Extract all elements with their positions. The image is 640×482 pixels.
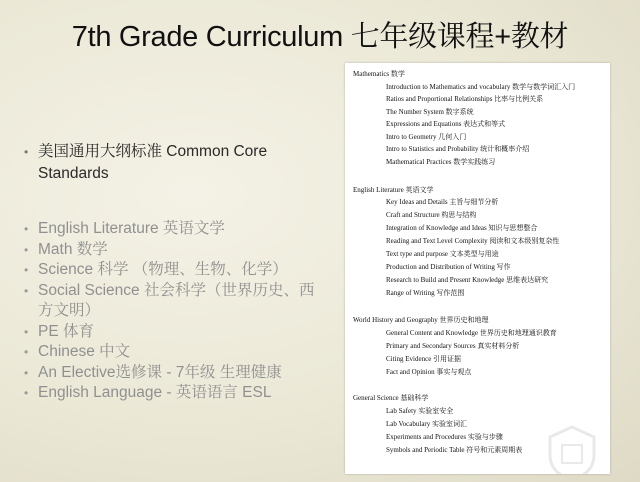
section-item: Lab Vocabulary 实验室词汇 — [386, 420, 468, 428]
section-item: Citing Evidence 引用证据 — [386, 355, 462, 363]
subject-item: • English Language - 英语语言 ESL — [24, 383, 324, 404]
section-item: Experiments and Procedures 实验与步骤 — [386, 433, 503, 441]
section-heading: English Literature 英语文学 — [353, 186, 434, 194]
standards-text: 美国通用大纲标准 Common Core Standards — [38, 143, 268, 182]
section-item: Text type and purpose 文本类型与用途 — [386, 250, 499, 258]
section-item: The Number System 数字系统 — [386, 108, 474, 116]
subject-item: • Chinese 中文 — [24, 342, 324, 363]
section-item: Key Ideas and Details 主旨与细节分析 — [386, 198, 499, 206]
section-heading: General Science 基础科学 — [353, 394, 429, 402]
section-item: Fact and Opinion 事实与观点 — [386, 368, 472, 376]
section-item: Intro to Geometry 几何入门 — [386, 133, 467, 141]
curriculum-document — [345, 63, 610, 474]
subject-item: • An Elective选修课 - 7年级 生理健康 — [24, 363, 324, 384]
section-item: Lab Safety 实验室安全 — [386, 407, 454, 415]
section-item: Reading and Text Level Complexity 阅读和文本级别复杂性 — [386, 237, 560, 245]
section-heading: World History and Geography 世界历史和地理 — [353, 316, 489, 324]
subject-item: • PE 体育 — [24, 322, 324, 343]
section-item: Introduction to Mathematics and vocabulary 数学与数学词汇入门 — [386, 83, 576, 91]
subject-item: • English Literature 英语文学 — [24, 219, 324, 240]
bullet-icon: • — [24, 145, 29, 159]
slide-title: 7th Grade Curriculum 七年级课程+教材 — [71, 21, 569, 53]
section-item: Craft and Structure 构思与结构 — [386, 211, 477, 219]
section-heading: Mathematics 数学 — [353, 70, 405, 78]
standards-block — [24, 141, 324, 185]
section-item: Mathematical Practices 数学实践练习 — [386, 158, 496, 166]
section-item: General Content and Knowledge 世界历史和地理通识教育 — [386, 329, 557, 337]
subject-item: • Math 数学 — [24, 240, 324, 261]
section-item: Integration of Knowledge and Ideas 知识与思想整合 — [386, 224, 538, 232]
subject-list — [24, 219, 324, 404]
section-item: Primary and Secondary Sources 真实材料分析 — [386, 342, 520, 350]
subject-item: • Social Science 社会科学（世界历史、西方文明） — [24, 281, 324, 322]
section-item: Expressions and Equations 表达式和等式 — [386, 120, 506, 128]
section-item: Symbols and Periodic Table 符号和元素周期表 — [386, 446, 523, 454]
section-item: Range of Writing 写作范围 — [386, 289, 465, 297]
subject-item: • Science 科学 （物理、生物、化学） — [24, 260, 324, 281]
section-item: Research to Build and Present Knowledge 思维表达研究 — [386, 276, 549, 284]
section-item: Production and Distribution of Writing 写作 — [386, 263, 511, 271]
crest-watermark-icon — [542, 423, 602, 474]
section-item: Ratios and Proportional Relationships 比率与比例关系 — [386, 95, 544, 103]
section-item: Intro to Statistics and Probability 统计和概率介绍 — [386, 145, 530, 153]
